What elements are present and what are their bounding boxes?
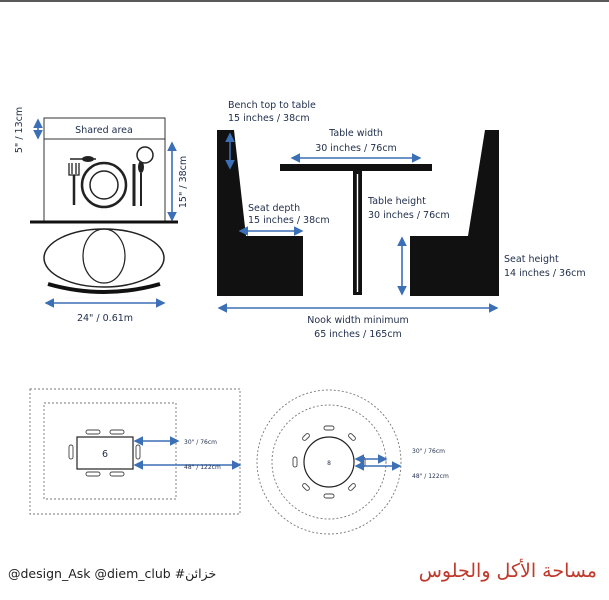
glass-icon [137, 147, 153, 163]
table-height-value: 30 inches / 76cm [368, 210, 450, 221]
fork-icon [69, 163, 79, 205]
chair-icon [69, 445, 73, 459]
seat-height-label: Seat height [504, 254, 559, 265]
rectangular-table-plan [30, 389, 240, 514]
footer-arabic-title: مساحة الأكل والجلوس [418, 560, 597, 582]
place-width-dimension-label: 24" / 0.61m [76, 313, 134, 324]
place-depth-dimension-label: 15" / 38cm [178, 155, 189, 209]
chair-icon [293, 457, 297, 467]
table-top [280, 164, 432, 171]
table-height-label: Table height [368, 196, 426, 207]
place-setting-diagram [14, 107, 189, 324]
bench-top-value: 15 inches / 38cm [228, 113, 310, 124]
rect-30-dimension-label: 30" / 76cm [184, 439, 218, 446]
dessert-spoon-icon [70, 156, 96, 162]
chair-top-view [44, 229, 164, 292]
chair-icon [86, 430, 100, 434]
footer-credit: @design_Ask @diem_club #خزائن [8, 566, 217, 581]
chair-icon [324, 426, 334, 430]
chair-icon [302, 483, 310, 491]
rect-outer-clearance [30, 389, 240, 514]
round-table-seats: 8 [327, 460, 331, 467]
round-48-dimension-label: 48" / 122cm [412, 473, 449, 480]
rect-table-seats: 6 [101, 449, 109, 460]
round-table-plan [257, 390, 449, 534]
seat-depth-label: Seat depth [248, 203, 301, 214]
chair-icon [86, 472, 100, 476]
rect-48-dimension-label: 48" / 122cm [184, 464, 221, 471]
chair-icon [348, 433, 356, 441]
spoon-icon [138, 161, 144, 206]
round-30-dimension-label: 30" / 76cm [412, 448, 446, 455]
nook-width-label: Nook width minimum [307, 315, 409, 326]
chair-icon [110, 472, 124, 476]
seat-height-value: 14 inches / 36cm [504, 268, 586, 279]
booth-section-diagram [217, 100, 586, 340]
table-width-label: Table width [329, 128, 383, 139]
nook-width-value: 65 inches / 165cm [314, 329, 402, 340]
table-width-value: 30 inches / 76cm [315, 143, 397, 154]
chair-icon [302, 433, 310, 441]
bench-top-label: Bench top to table [228, 100, 316, 111]
seat-depth-value: 15 inches / 38cm [248, 215, 330, 226]
chair-icon [324, 494, 334, 498]
chair-icon [348, 483, 356, 491]
shared-area-label: Shared area [75, 125, 133, 136]
chair-icon [136, 445, 140, 459]
shared-area-dimension-label: 5" / 13cm [14, 106, 25, 154]
chair-icon [110, 430, 124, 434]
plate [82, 163, 126, 207]
